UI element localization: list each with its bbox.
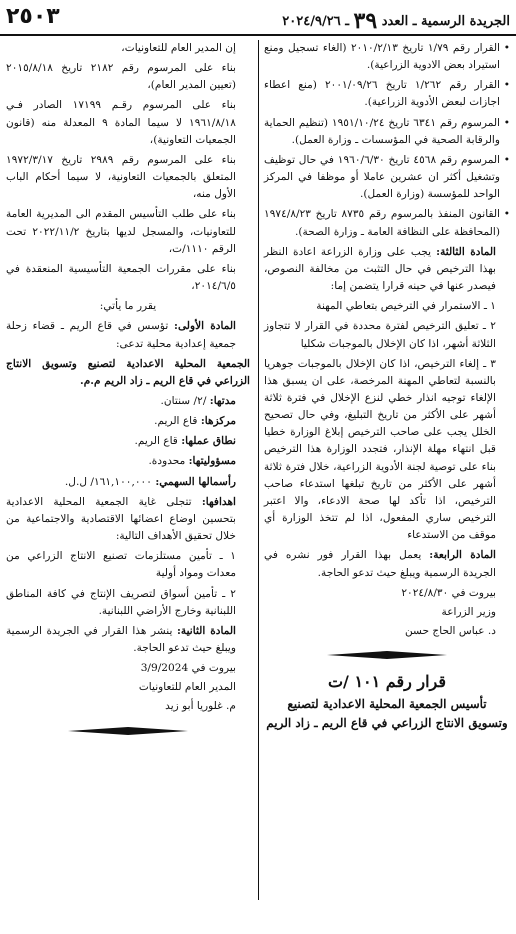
preamble: بناء على مقررات الجمعية التأسيسية المنعقدة في ٢٠١٤/٦/٥،	[6, 262, 236, 293]
signer-title: المدير العام للتعاونيات	[138, 681, 236, 694]
article-3-text: يجب على وزارة الزراعة اعادة النظر بهذا الترخيص في حال التثبت من مخالفة النصوص، فيصدر عنها في حينه قرارا يتضمن إما:	[264, 245, 496, 293]
preamble: بناء على المرسوم رقـم ١٧١٩٩ الصادر فـي ١٩٦١/٨/١٨ لا سيما المادة ٩ المعدلة منه (قانون الجمعيات التعاونية)،	[6, 99, 237, 146]
field-value: قاع الريم.	[134, 435, 178, 448]
page-number: ٢٥٠٣	[6, 4, 60, 29]
place-date: بيروت في ٢٠٢٤/٨/٣٠	[401, 586, 496, 599]
article-3	[264, 244, 510, 295]
article-4-text: يعمل بهذا القرار فور نشره في الجريدة الرسمية ويبلغ حيث تدعو الحاجة.	[264, 549, 496, 579]
field-row	[6, 453, 250, 470]
list-item: • القرار رقم ١/٧٩ تاريخ ٢٠١٠/٢/١٣ (الغاء تسجيل ومنع استيراد بعض الادوية الزراعية).	[264, 40, 510, 74]
separator-ornament	[68, 726, 188, 736]
article-1	[6, 318, 250, 352]
right-column	[264, 40, 510, 732]
field-label: رأسمالها السهمي:	[155, 475, 236, 488]
issue-number: ٣٩	[353, 8, 378, 34]
article-2-text: ينشر هذا القرار في الجريدة الرسمية ويبلغ حيث تدعو الحاجة.	[6, 624, 236, 654]
goals-text: تتجلى غاية الجمعية المحلية الاعدادية بتحسين اوضاع اعضائها الاقتصادية والاجتماعية من خلال تحقيق الأهداف التالية:	[6, 495, 236, 543]
gazette-title	[282, 8, 510, 34]
article-3-label: المادة الثالثة:	[436, 245, 496, 258]
list-item: • القرار رقم ١/٢٦٢ تاريخ ٢٠٠١/٠٩/٢٦ (منع اعطاء اجازات لبعض الأدوية الزراعية).	[264, 77, 510, 111]
field-row	[6, 433, 250, 450]
column-divider	[258, 40, 259, 900]
signer-name: د. عباس الحاج حسن	[404, 625, 496, 637]
field-row	[6, 474, 250, 491]
list-item: ١ ـ الاستمرار في الترخيص بتعاطي المهنة	[316, 300, 496, 313]
field-label: نطاق عملها:	[181, 435, 236, 448]
field-label: مدتها:	[209, 394, 236, 407]
preamble: بناء على طلب التأسيس المقدم الى المديرية العامة للتعاونيات، والمسجل لديها بتاريخ ٢٠٢٢/١١/٢ تحت الرقم ١١١٠/ت،	[6, 208, 236, 255]
list-item: • المرسوم رقم ٤٥٦٨ تاريخ ١٩٦٠/٦/٣٠ في حال توظيف وتشغيل أكثر ان عشرين عاملا أو موظفا في المركز الواحد للمؤسسة (وزارة العمل).	[264, 152, 510, 203]
article-4-label: المادة الرابعة:	[429, 549, 496, 562]
preamble: بناء على المرسوم رقم ٢٩٨٩ تاريخ ١٩٧٢/٣/١٧ المتعلق بالجمعيات التعاونية، لا سيما أحكام الباب الأول منه،	[6, 153, 236, 201]
field-value: /٢/ سنتان.	[160, 394, 207, 407]
goals	[6, 494, 250, 545]
article-2-label: المادة الثانية:	[177, 624, 236, 637]
signer-title: وزير الزراعة	[441, 605, 496, 618]
separator-ornament	[327, 650, 447, 660]
list-item: • المرسوم رقم ٦٣٤١ تاريخ ١٩٥١/١٠/٢٤ (تنظيم الحماية والرقابة الصحية في المؤسسات ـ وزارة العمل).	[264, 115, 510, 149]
decree-subtitle-line-1: تأسيس الجمعية المحلية الاعدادية لتصنيع	[287, 696, 487, 711]
list-item: ٢ ـ تأمين أسواق لتصريف الإنتاج في كافة المناطق اللبنانية وخارج الأراضي اللبنانية.	[6, 587, 236, 617]
article-2	[6, 623, 250, 657]
field-value: ١٦١,١٠٠,٠٠٠/ ل.ل.	[64, 475, 152, 488]
article-1-label: المادة الأولى:	[174, 320, 236, 333]
left-column	[6, 40, 250, 746]
place-date: بيروت في 3/9/2024	[140, 662, 236, 675]
list-item: ١ ـ تأمين مستلزمات تصنيع الانتاج الزراعي من معدات ومواد أولية	[6, 550, 236, 580]
preamble: بناء على المرسوم رقم ٢١٨٢ تاريخ ٢٠١٥/٨/١٨ (تعيين المدير العام)،	[6, 62, 236, 92]
issue-date: ـ ٢٠٢٤/٩/٢٦	[282, 14, 350, 29]
decree-heading: قرار رقم ١٠١ /ت	[327, 672, 447, 692]
list-item: ٢ ـ تعليق الترخيص لفترة محددة في القرار لا تتجاوز الثلاثة أشهر، اذا كان الإخلال بالموجبات شكليا	[264, 320, 496, 350]
intro: إن المدير العام للتعاونيات،	[121, 42, 236, 54]
article-1-text: تؤسس في قاع الريم ـ قضاء زحلة جمعية إعدادية محلية تدعى:	[6, 320, 236, 350]
decides: يقرر ما يأتي:	[99, 300, 157, 313]
gazette-name: الجريدة الرسمية ـ العدد	[381, 14, 510, 29]
list-item: ٣ ـ إلغاء الترخيص، اذا كان الإخلال بالموجبات جوهريا بالنسبة لتعاطي المهنة المرخصة، على ان يسبق هذا الإلغاء توجيه انذار خطي لنزع الإخلال في فترة ثلاثة أشهر على الأكثر من تاريخ التبليغ، وفي حال تصحيح الخلل يجب على صاحب الترخيص إبلاغ الوزارة خطيا قبل انتهاء مهلة الإنذار، فتجدد الوزارة هذا الترخيص بناء على توصية لجنة الأدوية الزراعية، خلال فترة ثلاثة أشهر على الأكثر من تاريخ تبلغها استدعاء صاحب الترخيص، اذا تأكد لها صحة الادعاء، والا اعتبر الترخيص ساري المفعول، اذا لم تتخذ الوزارة أي موقف من الاستدعاء	[264, 357, 496, 542]
field-row	[6, 413, 250, 430]
article-4	[264, 547, 510, 581]
field-label: مركزها:	[200, 415, 236, 428]
field-label: مسؤوليتها:	[188, 455, 236, 468]
field-value: قاع الريم.	[154, 415, 198, 428]
decree-subtitle-line-2: وتسويق الانتاج الزراعي في قاع الريم ـ زاد الريم	[266, 715, 508, 730]
goals-label: اهدافها:	[201, 495, 236, 508]
page-header	[0, 0, 516, 36]
field-row	[6, 393, 250, 410]
decree-title	[264, 670, 510, 732]
list-item: • القانون المنفذ بالمرسوم رقم ٨٧٣٥ تاريخ ١٩٧٤/٨/٢٣ (المحافظة على النظافة العامة ـ وزارة الصحة).	[264, 206, 510, 240]
field-value: محدودة.	[148, 455, 186, 468]
association-name: الجمعية المحلية الاعدادية لتصنيع وتسويق الانتاج الزراعي في قاع الريم ـ زاد الريم م.م.	[6, 357, 250, 387]
signer-name: م. غلوريا أبو زيد	[165, 700, 236, 713]
